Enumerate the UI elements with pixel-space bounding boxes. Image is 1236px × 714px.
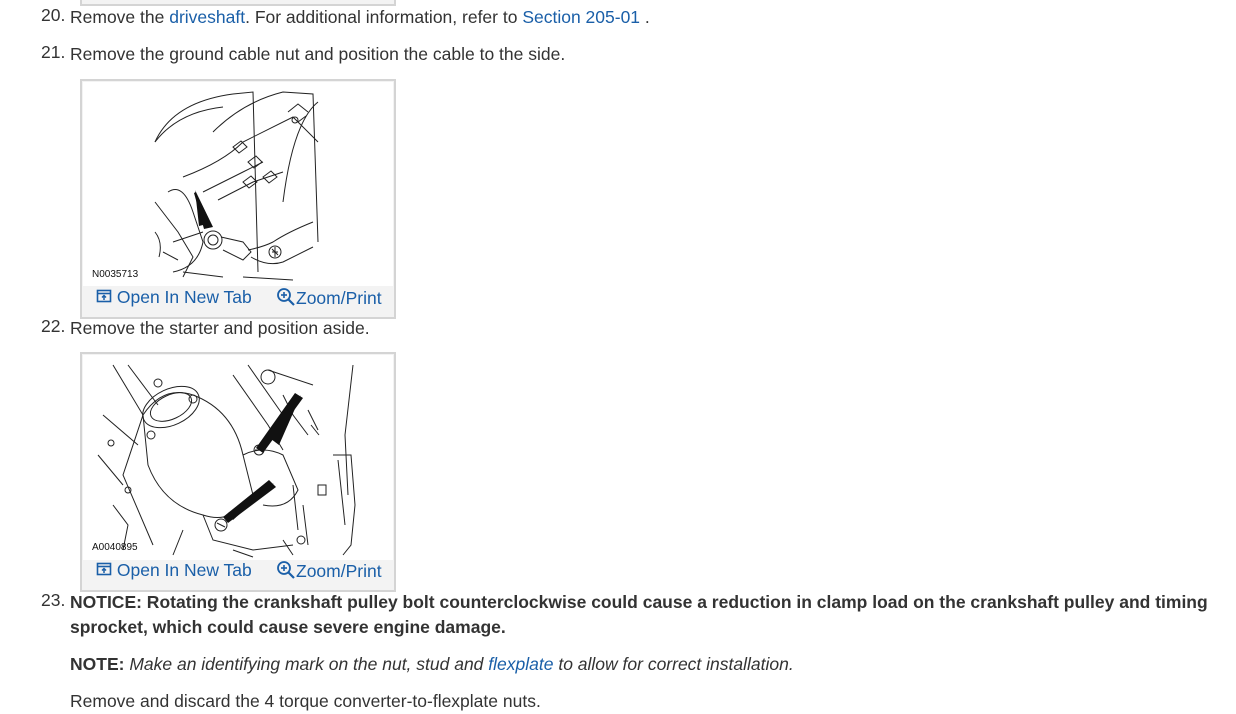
notice-text: NOTICE: Rotating the crankshaft pulley bolt counterclockwise could cause a reduction in clamp load on the crankshaft pulley and timing sprocket, which could cause severe engine damage.: [70, 592, 1208, 637]
ground-cable-illustration[interactable]: [83, 82, 393, 286]
note-label: NOTE:: [70, 654, 125, 674]
figure-code: A0040895: [92, 542, 138, 553]
note-text-part: to allow for correct installation.: [553, 654, 794, 674]
step-text: Remove the starter and position aside.: [70, 318, 370, 338]
step-text-part: Remove the: [70, 7, 170, 27]
figure-starter: [80, 352, 396, 592]
zoom-print-label: Zoom/Print: [296, 561, 382, 582]
step-number: 23.: [41, 590, 66, 610]
open-in-new-tab-label: Open In New Tab: [116, 560, 252, 580]
note-text: [70, 652, 1218, 677]
zoom-icon: [276, 287, 296, 312]
ground-cable-drawing: [83, 82, 393, 286]
starter-drawing: [83, 355, 393, 560]
zoom-print-button[interactable]: [276, 287, 382, 312]
step-number: 21.: [41, 42, 66, 62]
open-in-new-tab-label: Open In New Tab: [116, 287, 252, 307]
step-number: 20.: [41, 5, 66, 25]
open-new-tab-icon: [96, 288, 112, 309]
starter-illustration[interactable]: [83, 355, 393, 560]
figure-ground-cable: [80, 79, 396, 319]
figure-links: [82, 558, 394, 586]
section-205-01-link[interactable]: Section 205-01: [522, 7, 641, 27]
step-text: Remove the ground cable nut and position the cable to the side.: [70, 44, 566, 64]
note-text-part: Make an identifying mark on the nut, stud and: [124, 654, 489, 674]
open-in-new-tab-button[interactable]: [96, 560, 252, 582]
driveshaft-link[interactable]: driveshaft: [169, 7, 246, 27]
step-text: [70, 5, 1218, 30]
open-in-new-tab-button[interactable]: [96, 287, 252, 309]
step-text-part: . For additional information, refer to: [245, 7, 523, 27]
zoom-print-button[interactable]: [276, 560, 382, 585]
flexplate-link[interactable]: flexplate: [488, 654, 554, 674]
step-number: 22.: [41, 316, 66, 336]
zoom-print-label: Zoom/Print: [296, 288, 382, 309]
step-text: Remove and discard the 4 torque converter-to-flexplate nuts.: [70, 691, 541, 711]
figure-code: N0035713: [92, 269, 139, 280]
step-text-part: .: [640, 7, 650, 27]
open-new-tab-icon: [96, 561, 112, 582]
zoom-icon: [276, 560, 296, 585]
figure-links: [82, 285, 394, 313]
